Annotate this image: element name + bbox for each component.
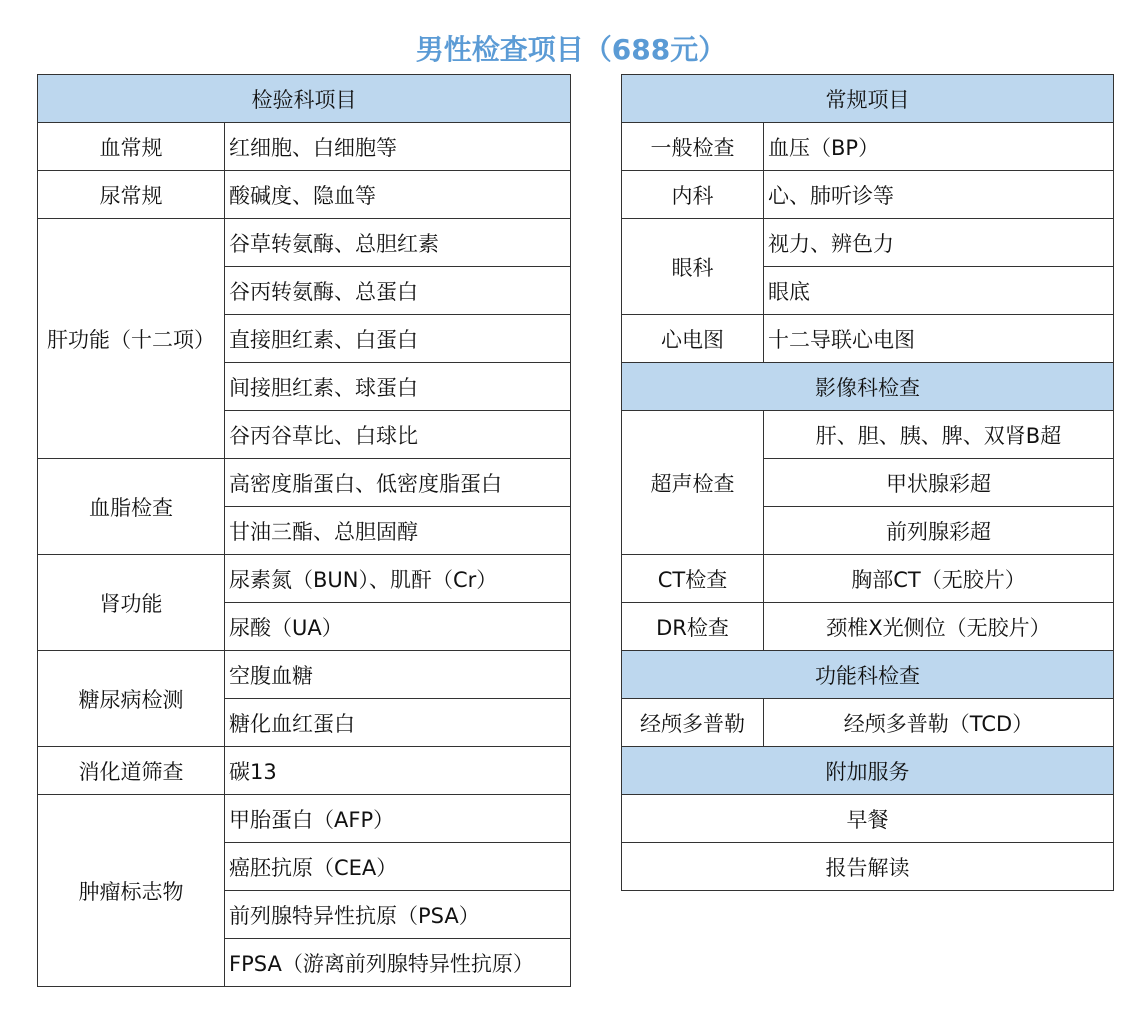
table-row <box>38 123 571 171</box>
item-cell: 直接胆红素、白蛋白 <box>225 315 571 363</box>
item-cell: 碳13 <box>225 747 571 795</box>
section-header-functional: 功能科检查 <box>622 651 1114 699</box>
section-header-routine: 常规项目 <box>622 75 1114 123</box>
section-header-lab: 检验科项目 <box>38 75 571 123</box>
table-row <box>622 699 1114 747</box>
table-row <box>38 219 571 267</box>
item-cell: 酸碱度、隐血等 <box>225 171 571 219</box>
item-cell: FPSA（游离前列腺特异性抗原） <box>225 939 571 987</box>
section-header-imaging: 影像科检查 <box>622 363 1114 411</box>
category-cell: 眼科 <box>622 219 764 315</box>
item-cell: 颈椎X光侧位（无胶片） <box>764 603 1114 651</box>
item-cell: 胸部CT（无胶片） <box>764 555 1114 603</box>
table-row <box>622 795 1114 843</box>
table-row <box>622 603 1114 651</box>
item-cell: 视力、辨色力 <box>764 219 1114 267</box>
item-cell: 空腹血糖 <box>225 651 571 699</box>
category-cell: CT检查 <box>622 555 764 603</box>
table-row <box>622 171 1114 219</box>
table-row <box>38 747 571 795</box>
table-row <box>622 315 1114 363</box>
table-row <box>622 747 1114 795</box>
lab-items-table <box>37 74 571 987</box>
item-cell: 甲状腺彩超 <box>764 459 1114 507</box>
page-title: 男性检查项目（688元） <box>415 33 727 66</box>
table-row <box>622 75 1114 123</box>
item-cell: 间接胆红素、球蛋白 <box>225 363 571 411</box>
table-row <box>38 171 571 219</box>
section-header-extra: 附加服务 <box>622 747 1114 795</box>
category-cell: 血常规 <box>38 123 225 171</box>
item-cell: 甲胎蛋白（AFP） <box>225 795 571 843</box>
category-cell: 肝功能（十二项） <box>38 219 225 459</box>
category-cell: 超声检查 <box>622 411 764 555</box>
table-row <box>38 75 571 123</box>
table-row <box>38 795 571 843</box>
category-cell: 心电图 <box>622 315 764 363</box>
item-cell: 红细胞、白细胞等 <box>225 123 571 171</box>
category-cell: 糖尿病检测 <box>38 651 225 747</box>
category-cell: 消化道筛查 <box>38 747 225 795</box>
item-cell: 糖化血红蛋白 <box>225 699 571 747</box>
category-cell: 尿常规 <box>38 171 225 219</box>
item-cell: 肝、胆、胰、脾、双肾B超 <box>764 411 1114 459</box>
item-cell: 十二导联心电图 <box>764 315 1114 363</box>
item-cell: 血压（BP） <box>764 123 1114 171</box>
table-row <box>38 459 571 507</box>
item-cell: 心、肺听诊等 <box>764 171 1114 219</box>
category-cell: 肿瘤标志物 <box>38 795 225 987</box>
item-cell: 谷丙转氨酶、总蛋白 <box>225 267 571 315</box>
item-cell: 尿素氮（BUN）、肌酐（Cr） <box>225 555 571 603</box>
table-row <box>38 651 571 699</box>
category-cell: 肾功能 <box>38 555 225 651</box>
item-cell: 高密度脂蛋白、低密度脂蛋白 <box>225 459 571 507</box>
item-cell: 经颅多普勒（TCD） <box>764 699 1114 747</box>
item-cell: 癌胚抗原（CEA） <box>225 843 571 891</box>
table-row <box>622 411 1114 459</box>
item-cell: 前列腺彩超 <box>764 507 1114 555</box>
category-cell: 一般检查 <box>622 123 764 171</box>
other-items-table <box>621 74 1114 891</box>
extra-service-cell: 报告解读 <box>622 843 1114 891</box>
item-cell: 谷草转氨酶、总胆红素 <box>225 219 571 267</box>
table-row <box>622 363 1114 411</box>
category-cell: 经颅多普勒 <box>622 699 764 747</box>
table-row <box>622 123 1114 171</box>
table-row <box>622 219 1114 267</box>
item-cell: 谷丙谷草比、白球比 <box>225 411 571 459</box>
table-row <box>622 651 1114 699</box>
extra-service-cell: 早餐 <box>622 795 1114 843</box>
table-row <box>622 843 1114 891</box>
table-row <box>622 555 1114 603</box>
item-cell: 眼底 <box>764 267 1114 315</box>
category-cell: DR检查 <box>622 603 764 651</box>
item-cell: 尿酸（UA） <box>225 603 571 651</box>
table-row <box>38 555 571 603</box>
item-cell: 甘油三酯、总胆固醇 <box>225 507 571 555</box>
category-cell: 血脂检查 <box>38 459 225 555</box>
item-cell: 前列腺特异性抗原（PSA） <box>225 891 571 939</box>
category-cell: 内科 <box>622 171 764 219</box>
